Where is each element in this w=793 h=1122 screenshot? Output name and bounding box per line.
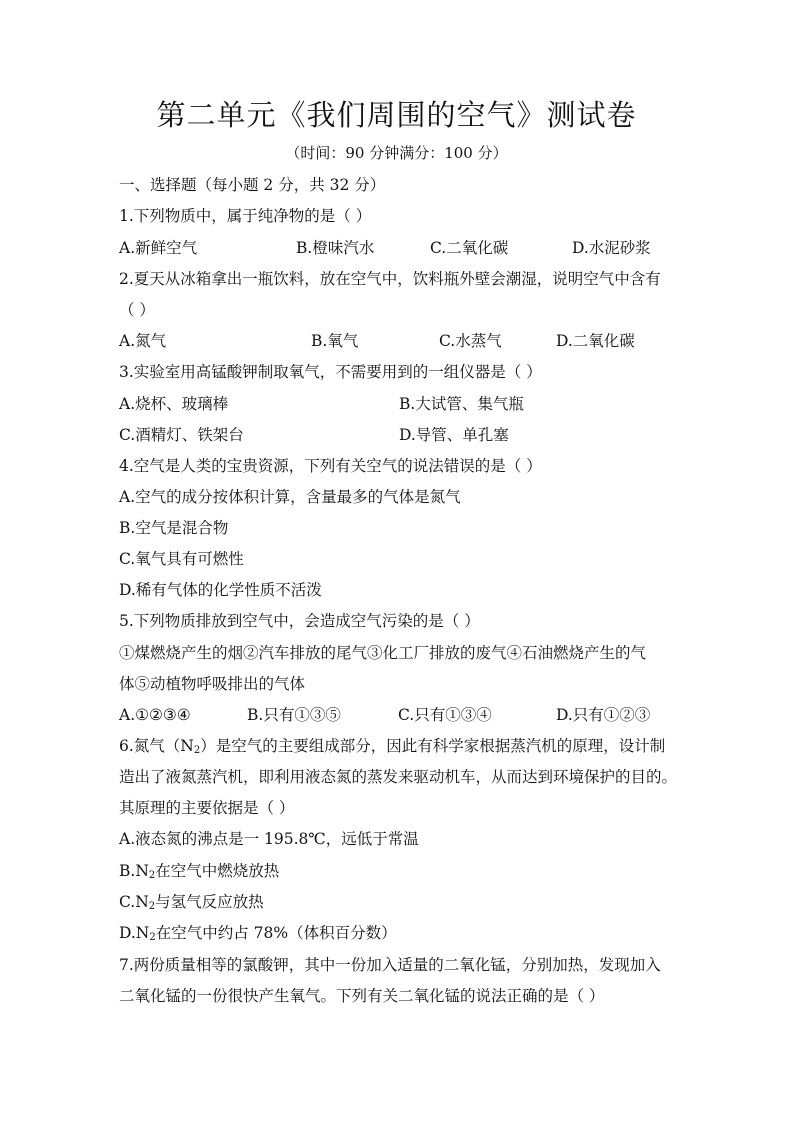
subscript-2: 2 — [148, 870, 156, 881]
option-d-text: 在空气中约占 78%（体积百分数） — [155, 924, 397, 942]
question-2-stem-cont: （ ） — [119, 301, 155, 319]
section-heading: 一、选择题（每小题 2 分，共 32 分） — [119, 176, 386, 194]
question-4-option-d: D.稀有气体的化学性质不活泼 — [119, 581, 322, 599]
page-title: 第二单元《我们周围的空气》测试卷 — [156, 98, 637, 132]
question-5-option-c: C.只有①③④ — [398, 706, 492, 724]
exam-time-score: （时间：90 分钟满分：100 分） — [285, 144, 508, 162]
question-5-stem: 5.下列物质排放到空气中，会造成空气污染的是（ ） — [119, 612, 480, 630]
question-1-option-d: D.水泥砂浆 — [572, 239, 651, 257]
question-2-option-b: B.氧气 — [311, 332, 359, 350]
option-d-prefix: D.N — [119, 924, 150, 942]
question-6-option-c — [119, 891, 264, 913]
question-5-option-a: A.①②③④ — [119, 706, 191, 724]
question-6-stem-post: ）是空气的主要组成部分，因此有科学家根据蒸汽机的原理，设计制 — [200, 737, 666, 755]
question-2-stem: 2.夏天从冰箱拿出一瓶饮料，放在空气中，饮料瓶外壁会潮湿，说明空气中含有 — [119, 270, 661, 288]
question-6-stem-pre: 6.氮气（N — [119, 737, 194, 755]
question-4-stem: 4.空气是人类的宝贵资源，下列有关空气的说法错误的是（ ） — [119, 457, 542, 475]
question-6-stem-line-2: 造出了液氮蒸汽机，即利用液态氮的蒸发来驱动机车，从而达到环境保护的目的。 — [119, 768, 678, 786]
option-b-text: 在空气中燃烧放热 — [155, 862, 280, 880]
question-2-option-c: C.水蒸气 — [439, 332, 502, 350]
question-6-option-b — [119, 860, 279, 882]
subscript-2: 2 — [148, 901, 156, 912]
question-1-option-c: C.二氧化碳 — [430, 239, 509, 257]
question-2-option-a: A.氮气 — [119, 332, 167, 350]
question-3-stem: 3.实验室用高锰酸钾制取氧气，不需要用到的一组仪器是（ ） — [119, 363, 542, 381]
question-6-option-a: A.液态氮的沸点是一 195.8℃，远低于常温 — [119, 830, 419, 848]
question-4-option-c: C.氧气具有可燃性 — [119, 550, 244, 568]
question-6-option-d — [119, 922, 397, 944]
question-4-option-b: B.空气是混合物 — [119, 519, 229, 537]
question-4-option-a: A.空气的成分按体积计算，含量最多的气体是氮气 — [119, 488, 461, 506]
question-7-stem-line-2: 二氧化锰的一份很快产生氧气。下列有关二氧化锰的说法正确的是（ ） — [119, 987, 605, 1005]
question-3-option-d: D.导管、单孔塞 — [399, 426, 509, 444]
subscript-2: 2 — [193, 745, 201, 756]
question-2-option-d: D.二氧化碳 — [556, 332, 635, 350]
question-5-items-line-2: 体⑤动植物呼吸排出的气体 — [119, 675, 306, 693]
question-6-stem-line-3: 其原理的主要依据是（ ） — [119, 799, 295, 817]
option-b-prefix: B.N — [119, 862, 149, 880]
question-1-option-a: A.新鲜空气 — [119, 239, 198, 257]
question-5-option-b: B.只有①③⑤ — [247, 706, 341, 724]
question-3-option-c: C.酒精灯、铁架台 — [119, 426, 244, 444]
question-3-option-a: A.烧杯、玻璃棒 — [119, 395, 229, 413]
option-c-prefix: C.N — [119, 893, 149, 911]
question-6-stem — [119, 735, 665, 757]
question-5-option-d: D.只有①②③ — [556, 706, 651, 724]
option-c-text: 与氢气反应放热 — [155, 893, 264, 911]
subscript-2: 2 — [149, 932, 156, 943]
question-1-option-b: B.橙味汽水 — [296, 239, 375, 257]
question-7-stem: 7.两份质量相等的氯酸钾，其中一份加入适量的二氧化锰，分别加热，发现加入 — [119, 956, 661, 974]
question-5-items-line-1: ①煤燃烧产生的烟②汽车排放的尾气③化工厂排放的废气④石油燃烧产生的气 — [119, 644, 647, 662]
question-1-stem: 1.下列物质中，属于纯净物的是（ ） — [119, 207, 372, 225]
question-3-option-b: B.大试管、集气瓶 — [399, 395, 524, 413]
